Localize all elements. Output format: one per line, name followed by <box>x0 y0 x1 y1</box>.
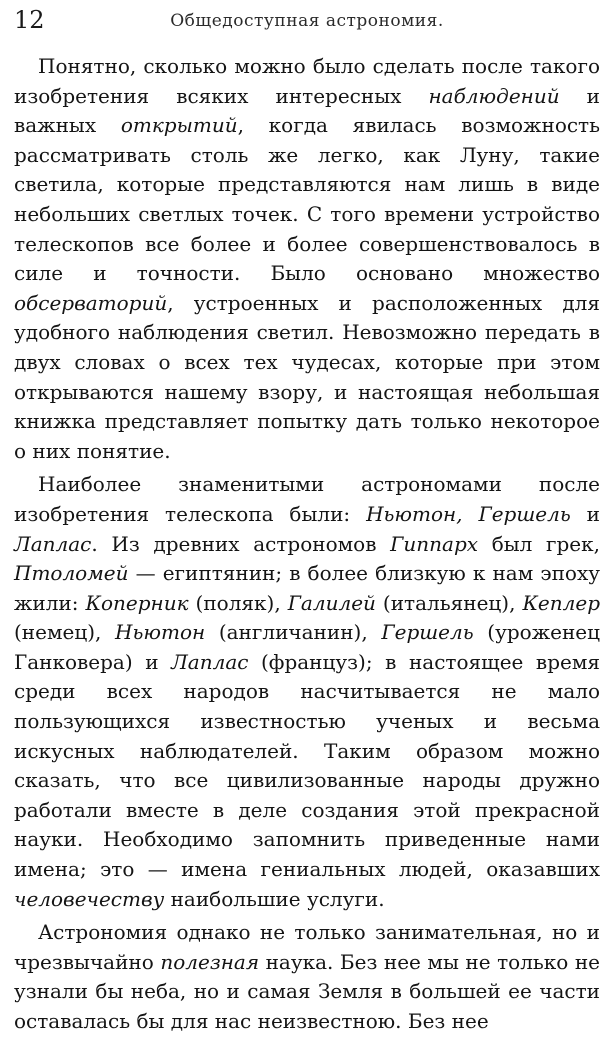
paragraph <box>14 52 600 466</box>
text-run: наибольшие услуги. <box>164 886 385 911</box>
italic-text: Ньютон <box>115 620 206 645</box>
italic-text: Ньютон, Гершель <box>366 501 571 526</box>
italic-text: Лаплас <box>14 531 92 556</box>
italic-text: Галилей <box>287 590 376 615</box>
text-run: Астрономия однако не только занимательная, но и чрезвычайно <box>14 920 600 974</box>
italic-text: Кеплер <box>522 590 601 615</box>
italic-text: Гершель <box>381 620 474 645</box>
italic-text: Коперник <box>85 590 189 615</box>
text-run: (итальянец), <box>375 590 523 615</box>
running-title: Общедоступная астрономия. <box>170 11 444 31</box>
text-run: (поляк), <box>188 590 288 615</box>
page-header <box>14 4 600 36</box>
text-run: (немец), <box>14 620 116 645</box>
page-number: 12 <box>14 6 45 34</box>
text-run: , устроенных и расположенных для удобного наблюдения светил. Невозможно передать в двух словах о всех тех чудесах, которые при этом открываются нашему взору, и настоящая небольшая книжка представляет попытку дать только некоторое о них понятие. <box>14 290 600 463</box>
italic-text: человечеству <box>14 886 165 911</box>
body-text <box>14 52 600 1037</box>
italic-text: Птоломей <box>14 561 129 586</box>
text-run: Понятно, сколько можно было сделать после такого изобретения всяких интересных <box>14 54 600 108</box>
italic-text: полезная <box>160 949 260 974</box>
text-run: (англичанин), <box>205 620 382 645</box>
text-run: был грек, <box>478 531 600 556</box>
italic-text: Лаплас <box>171 649 249 674</box>
italic-text: открытий <box>120 113 238 138</box>
italic-text: обсерваторий <box>14 290 168 315</box>
text-run: Наиболее знаменитыми астрономами после изобретения телескопа были: <box>14 472 600 526</box>
text-run: и важных <box>14 83 601 138</box>
text-run: . Из древних астрономов <box>91 531 391 556</box>
text-run: (француз); в настоящее время среди всех народов насчитывается не мало пользующихся известностью ученых и весьма искусных наблюдателей. Таким образом можно сказать, что все цивилизованные народы дружно работали вместе в деле создания этой прекрасной науки. Необходимо запомнить приведенные нами имена; это — имена гениальных людей, оказавших <box>14 649 600 882</box>
text-run: (уроженец Ганковера) и <box>14 620 600 674</box>
italic-text: Гиппарх <box>390 531 479 556</box>
text-run: , когда явилась возможность рассматривать столь же легко, как Луну, такие светила, которые представляются нам лишь в виде небольших светлых точек. С того времени устройство телескопов все более и более совершенствовалось в силе и точности. Было основано множество <box>14 113 601 286</box>
italic-text: наблюдений <box>428 83 560 108</box>
paragraph <box>14 470 600 914</box>
paragraph <box>14 918 600 1036</box>
text-run: — египтянин; в более близкую к нам эпоху жили: <box>14 561 600 615</box>
text-run: наука. Без нее мы не только не узнали бы неба, но и самая Земля в большей ее части оставалась бы для нас неизвестною. Без нее <box>14 949 601 1033</box>
text-run: и <box>570 501 600 526</box>
